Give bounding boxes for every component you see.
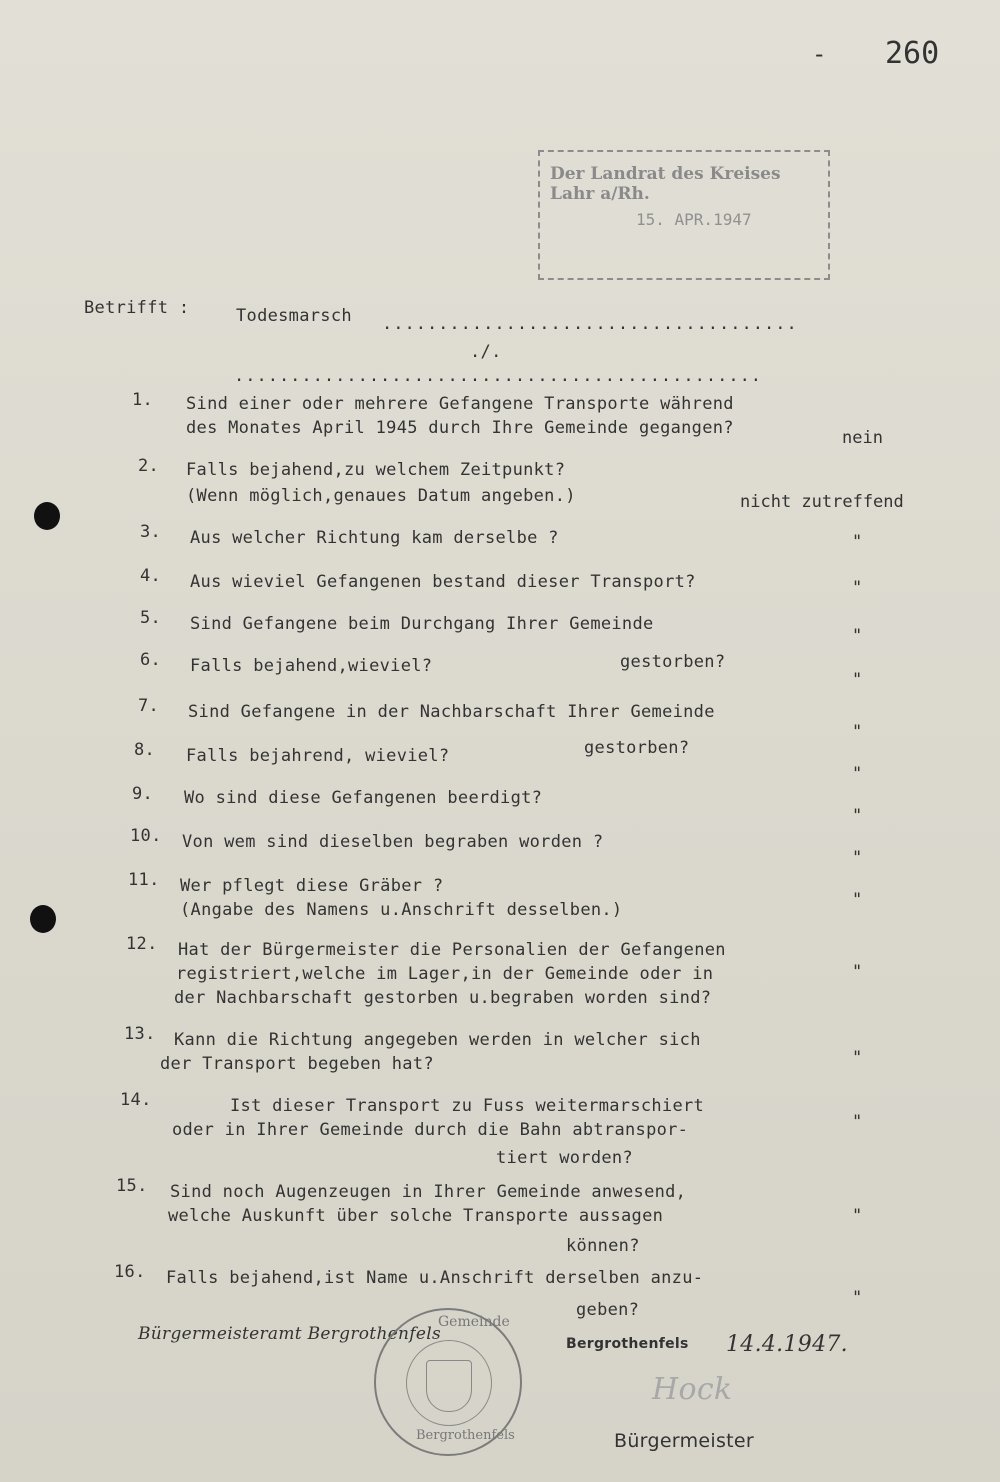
question-line: Falls bejahrend, wieviel? bbox=[186, 746, 450, 766]
answer: " bbox=[852, 962, 863, 982]
answer: " bbox=[852, 764, 863, 784]
municipal-seal bbox=[374, 1308, 522, 1456]
question-line: Falls bejahend,wieviel? bbox=[190, 656, 433, 676]
question-line: oder in Ihrer Gemeinde durch die Bahn abtranspor- bbox=[172, 1120, 689, 1140]
question-line: Sind Gefangene beim Durchgang Ihrer Gemeinde bbox=[190, 614, 654, 634]
question-line: Aus wieviel Gefangenen bestand dieser Transport? bbox=[190, 572, 696, 592]
question-number: 13. bbox=[124, 1024, 156, 1044]
question-number: 11. bbox=[128, 870, 160, 890]
question-number: 5. bbox=[140, 608, 162, 628]
question-line: Falls bejahend,ist Name u.Anschrift derselben anzu- bbox=[166, 1268, 704, 1288]
answer: " bbox=[852, 722, 863, 742]
answer: " bbox=[852, 806, 863, 826]
question-line: (Wenn möglich,genaues Datum angeben.) bbox=[186, 486, 576, 506]
question-line: Von wem sind dieselben begraben worden ? bbox=[182, 832, 604, 852]
question-number: 14. bbox=[120, 1090, 152, 1110]
question-line: Wer pflegt diese Gräber ? bbox=[180, 876, 444, 896]
subject-dots-2: ............................................... bbox=[234, 366, 763, 386]
question-number: 7. bbox=[138, 696, 160, 716]
answer: " bbox=[852, 1288, 863, 1308]
question-line: registriert,welche im Lager,in der Gemeinde oder in bbox=[176, 964, 714, 984]
subject-title: Todesmarsch bbox=[236, 306, 352, 326]
page-dash: - bbox=[812, 40, 827, 68]
question-line: Sind Gefangene in der Nachbarschaft Ihrer Gemeinde bbox=[188, 702, 715, 722]
question-line: Wo sind diese Gefangenen beerdigt? bbox=[184, 788, 543, 808]
answer: " bbox=[852, 670, 863, 690]
answer: nicht zutreffend bbox=[740, 492, 904, 512]
question-number: 3. bbox=[140, 522, 162, 542]
question-number: 8. bbox=[134, 740, 156, 760]
question-number: 15. bbox=[116, 1176, 148, 1196]
answer: " bbox=[852, 532, 863, 552]
answer: " bbox=[852, 1206, 863, 1226]
answer: nein bbox=[842, 428, 883, 448]
question-line: Falls bejahend,zu welchem Zeitpunkt? bbox=[186, 460, 566, 480]
question-line: gestorben? bbox=[620, 652, 726, 672]
question-number: 6. bbox=[140, 650, 162, 670]
subject-mark: ./. bbox=[470, 342, 502, 362]
punch-hole-top bbox=[34, 502, 60, 530]
seal-text-bottom: Bergrothenfels bbox=[416, 1428, 515, 1443]
answer: " bbox=[852, 890, 863, 910]
mayor-title: Bürgermeister bbox=[614, 1430, 755, 1452]
answer: " bbox=[852, 1048, 863, 1068]
question-number: 16. bbox=[114, 1262, 146, 1282]
question-line: Sind einer oder mehrere Gefangene Transporte während bbox=[186, 394, 734, 414]
question-number: 9. bbox=[132, 784, 154, 804]
answer: " bbox=[852, 626, 863, 646]
office-stamp: Bürgermeisteramt Bergrothenfels bbox=[138, 1324, 442, 1344]
question-line: können? bbox=[566, 1236, 640, 1256]
punch-hole-bottom bbox=[30, 905, 56, 933]
page-number: 260 bbox=[885, 36, 940, 71]
question-line: der Transport begeben hat? bbox=[160, 1054, 434, 1074]
shield-icon bbox=[426, 1360, 472, 1412]
stamp-authority: Der Landrat des Kreises Lahr a/Rh. bbox=[550, 164, 781, 204]
question-line: des Monates April 1945 durch Ihre Gemeinde gegangen? bbox=[186, 418, 734, 438]
answer: " bbox=[852, 578, 863, 598]
question-number: 10. bbox=[130, 826, 162, 846]
question-line: tiert worden? bbox=[496, 1148, 633, 1168]
subject-dots-1: ..................................... bbox=[382, 314, 798, 334]
subject-label: Betrifft : bbox=[84, 298, 190, 318]
question-line: Ist dieser Transport zu Fuss weitermarschiert bbox=[230, 1096, 705, 1116]
stamp-date: 15. APR.1947 bbox=[636, 210, 752, 229]
question-number: 1. bbox=[132, 390, 154, 410]
signature-date: 14.4.1947. bbox=[726, 1332, 848, 1357]
question-number: 2. bbox=[138, 456, 160, 476]
question-number: 12. bbox=[126, 934, 158, 954]
question-line: geben? bbox=[576, 1300, 640, 1320]
question-line: Aus welcher Richtung kam derselbe ? bbox=[190, 528, 559, 548]
seal-text-top: Gemeinde bbox=[438, 1314, 510, 1330]
place-name: Bergrothenfels bbox=[566, 1336, 689, 1352]
question-line: Sind noch Augenzeugen in Ihrer Gemeinde anwesend, bbox=[170, 1182, 687, 1202]
question-line: (Angabe des Namens u.Anschrift desselben.) bbox=[180, 900, 623, 920]
question-line: gestorben? bbox=[584, 738, 690, 758]
question-line: der Nachbarschaft gestorben u.begraben worden sind? bbox=[174, 988, 712, 1008]
question-number: 4. bbox=[140, 566, 162, 586]
question-line: Kann die Richtung angegeben werden in welcher sich bbox=[174, 1030, 701, 1050]
answer: " bbox=[852, 848, 863, 868]
received-stamp bbox=[538, 150, 830, 280]
question-line: Hat der Bürgermeister die Personalien der Gefangenen bbox=[178, 940, 726, 960]
answer: " bbox=[852, 1112, 863, 1132]
signature: Hock bbox=[652, 1372, 733, 1407]
question-line: welche Auskunft über solche Transporte aussagen bbox=[168, 1206, 664, 1226]
